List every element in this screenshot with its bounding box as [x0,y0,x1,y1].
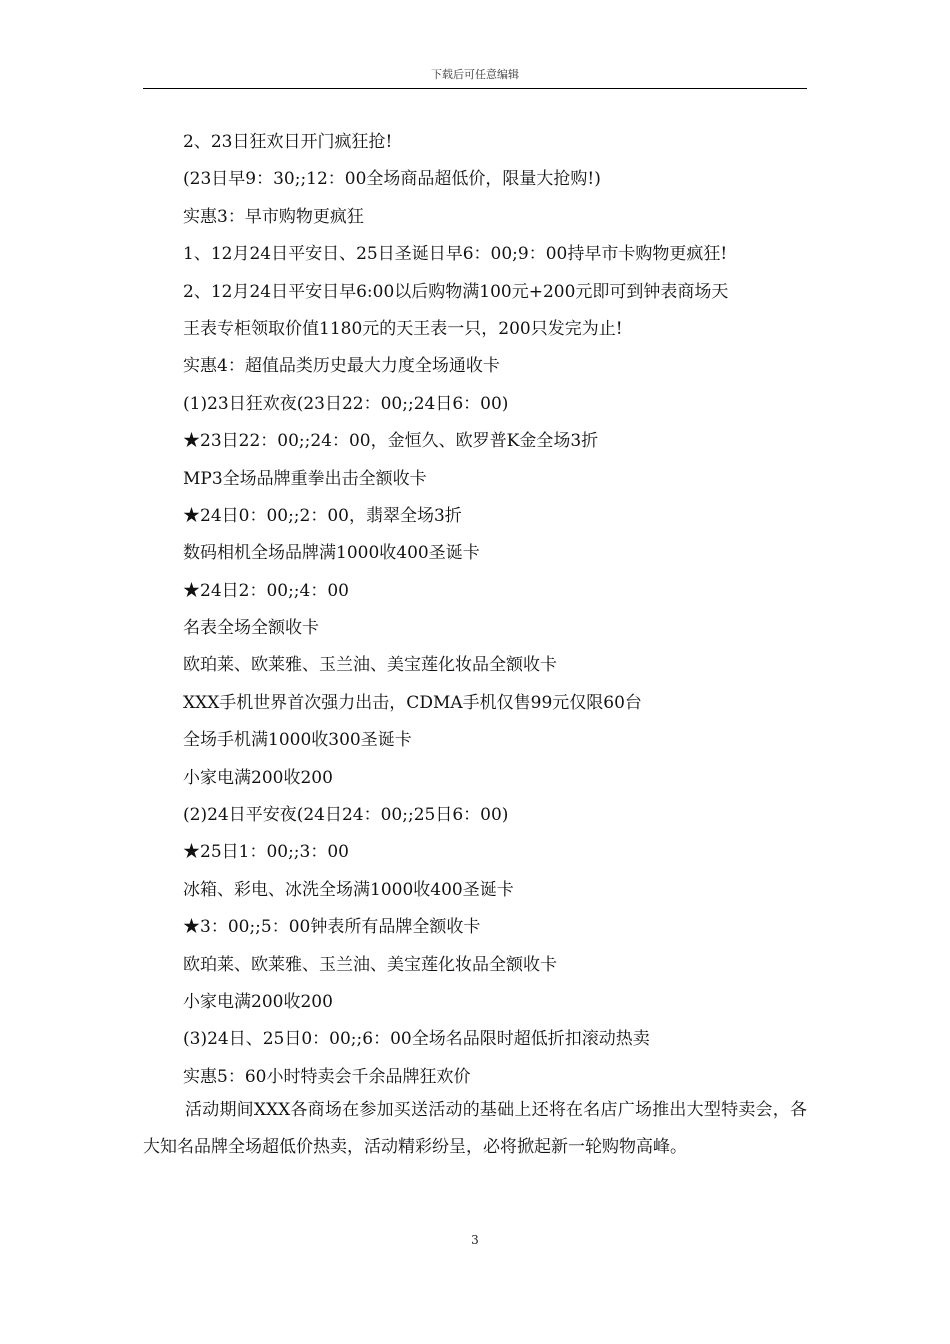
text-line: 欧珀莱、欧莱雅、玉兰油、美宝莲化妆品全额收卡 [183,655,557,676]
body-paragraph: 活动期间XXX各商场在参加买送活动的基础上还将在名店广场推出大型特卖会，各大知名品牌全场超低价热卖，活动精彩纷呈，必将掀起新一轮购物高峰。 [143,1100,807,1158]
text-line: 实惠4：超值品类历史最大力度全场通收卡 [183,356,500,377]
text-line: 小家电满200收200 [183,991,333,1012]
text-line: 冰箱、彩电、冰洗全场满1000收400圣诞卡 [183,879,514,900]
text-line: (3)24日、25日0：00;;6：00全场名品限时超低折扣滚动热卖 [183,1029,650,1050]
text-line: 小家电满200收200 [183,767,333,788]
text-line: ★3：00;;5：00钟表所有品牌全额收卡 [183,917,481,938]
text-line: 全场手机满1000收300圣诞卡 [183,730,412,751]
page-number: 3 [471,1233,479,1247]
text-line: ★25日1：00;;3：00 [183,842,349,863]
text-line: 欧珀莱、欧莱雅、玉兰油、美宝莲化妆品全额收卡 [183,954,557,975]
text-line: 名表全场全额收卡 [183,618,319,639]
text-line: ★24日2：00;;4：00 [183,580,349,601]
text-line: (23日早9：30;;12：00全场商品超低价，限量大抢购!) [183,169,601,190]
text-line: 实惠5：60小时特卖会千余品牌狂欢价 [183,1066,471,1087]
text-line: 1、12月24日平安日、25日圣诞日早6：00;9：00持早市卡购物更疯狂! [183,244,728,265]
header-rule [143,88,807,89]
text-line: 2、12月24日平安日早6:00以后购物满100元+200元即可到钟表商场天 [183,281,729,302]
text-line: 王表专柜领取价值1180元的天王表一只，200只发完为止! [183,318,623,339]
text-line: 数码相机全场品牌满1000收400圣诞卡 [183,543,480,564]
page-header: 下载后可任意编辑 [431,68,519,81]
text-line: 2、23日狂欢日开门疯狂抢! [183,132,393,152]
text-line: XXX手机世界首次强力出击，CDMA手机仅售99元仅限60台 [183,692,642,713]
text-line: MP3全场品牌重拳出击全额收卡 [183,468,427,489]
text-line: (1)23日狂欢夜(23日22：00;;24日6：00) [183,393,509,414]
text-line: ★24日0：00;;2：00，翡翠全场3折 [183,505,462,526]
document-body [183,124,807,1096]
text-line: ★23日22：00;;24：00，金恒久、欧罗普K金全场3折 [183,431,599,452]
text-line: 实惠3：早市购物更疯狂 [183,206,364,227]
text-line: (2)24日平安夜(24日24：00;;25日6：00) [183,805,509,826]
